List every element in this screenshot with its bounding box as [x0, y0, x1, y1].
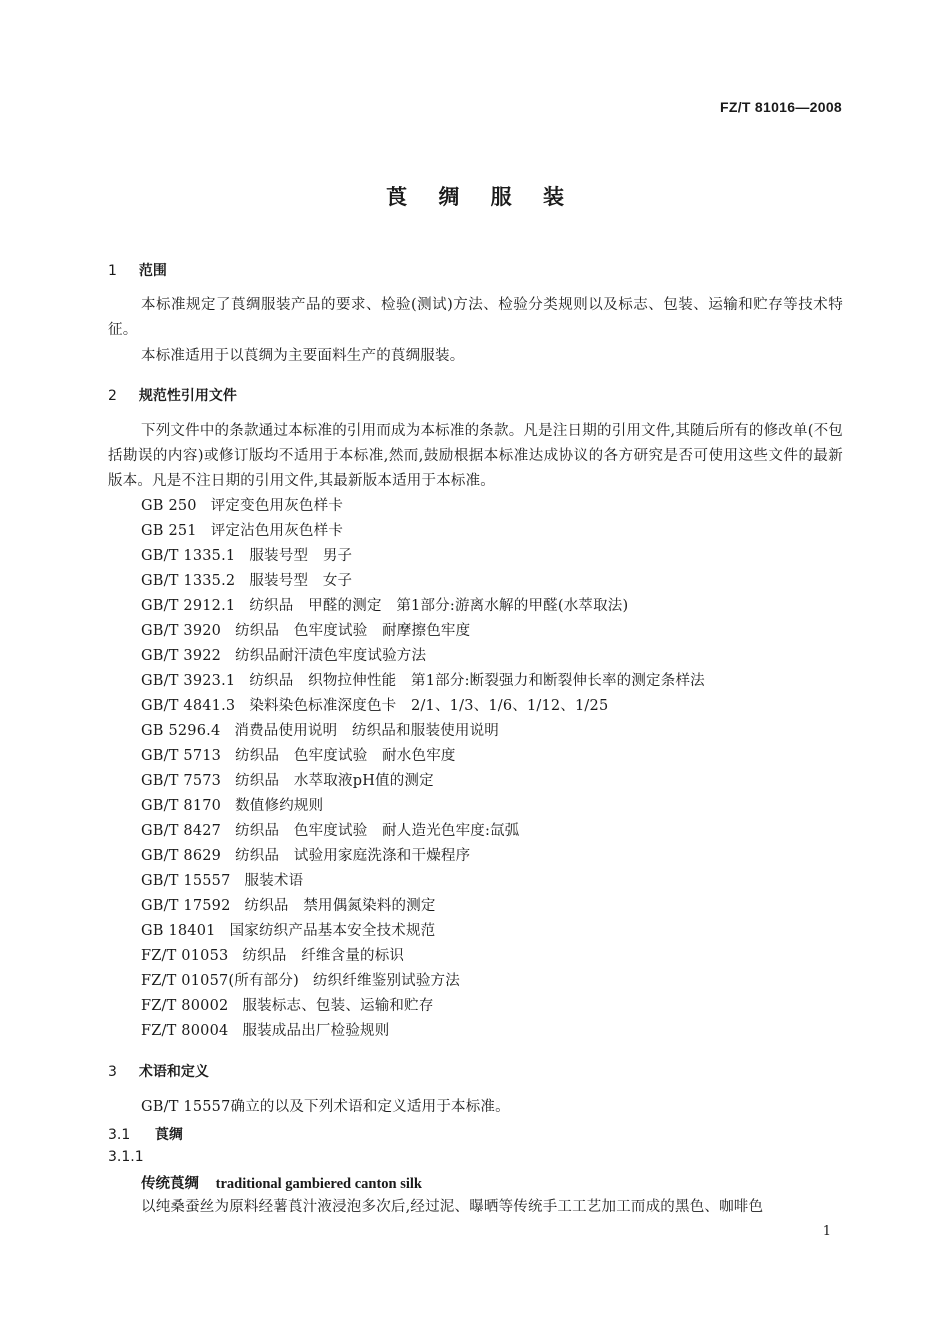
reference-item [141, 744, 705, 769]
reference-title: 纺织品 试验用家庭洗涤和干燥程序 [235, 848, 471, 864]
page-number: 1 [822, 1224, 831, 1239]
reference-title: 国家纺织产品基本安全技术规范 [229, 923, 436, 939]
reference-item [141, 794, 705, 819]
reference-item [141, 544, 705, 569]
scope-paragraph-2: 本标准适用于以莨绸为主要面料生产的莨绸服装。 [141, 348, 465, 364]
scope-paragraph-1: 本标准规定了莨绸服装产品的要求、检验(测试)方法、检验分类规则以及标志、包装、运输和贮存等技术特征。 [108, 297, 843, 338]
reference-code: GB/T 17592 [141, 898, 231, 914]
reference-item [141, 719, 705, 744]
reference-code: GB/T 7573 [141, 773, 222, 789]
references-intro: 下列文件中的条款通过本标准的引用而成为本标准的条款。凡是注日期的引用文件,其随后所有的修改单(不包括勘误的内容)或修订版均不适用于本标准,然而,鼓励根据本标准达成协议的各方研究是否可使用这些文件的最新版本。凡是不注日期的引用文件,其最新版本适用于本标准。 [108, 423, 843, 489]
term-name [141, 1172, 422, 1193]
reference-code: GB/T 15557 [141, 873, 231, 889]
reference-item [141, 819, 705, 844]
subsection-number: 3.1 [108, 1127, 131, 1143]
section-number: 2 [108, 388, 117, 404]
reference-title: 服装成品出厂检验规则 [242, 1023, 390, 1039]
reference-code: FZ/T 80004 [141, 1023, 229, 1039]
reference-item [141, 944, 705, 969]
reference-title: 纺织品 色牢度试验 耐摩擦色牢度 [235, 623, 471, 639]
reference-title: 纺织品 甲醛的测定 第1部分:游离水解的甲醛(水萃取法) [249, 598, 629, 614]
section-number: 3 [108, 1064, 117, 1080]
reference-list [141, 494, 705, 1044]
reference-title: 纺织品耐汗渍色牢度试验方法 [235, 648, 427, 664]
reference-code: GB/T 8170 [141, 798, 222, 814]
terms-intro: GB/T 15557确立的以及下列术语和定义适用于本标准。 [141, 1099, 510, 1115]
reference-item [141, 669, 705, 694]
section-title: 范围 [138, 263, 167, 279]
reference-item [141, 519, 705, 544]
reference-item [141, 844, 705, 869]
reference-item [141, 619, 705, 644]
section-title: 术语和定义 [138, 1064, 209, 1080]
reference-title: 染料染色标准深度色卡 2/1、1/3、1/6、1/12、1/25 [249, 698, 609, 714]
document-title: 莨 绸 服 装 [386, 185, 576, 209]
reference-title: 服装标志、包装、运输和贮存 [242, 998, 434, 1014]
reference-item [141, 494, 705, 519]
reference-title: 消费品使用说明 纺织品和服装使用说明 [234, 723, 499, 739]
reference-code: GB/T 8427 [141, 823, 222, 839]
section-2-heading [108, 385, 237, 405]
reference-title: 评定变色用灰色样卡 [210, 498, 344, 514]
reference-code: FZ/T 01053 [141, 948, 229, 964]
reference-item [141, 1019, 705, 1044]
reference-title: 纺织品 水萃取液pH值的测定 [235, 773, 434, 789]
reference-code: GB/T 3922 [141, 648, 222, 664]
term-english: traditional gambiered canton silk [215, 1176, 422, 1192]
reference-title: 服装术语 [244, 873, 304, 889]
reference-item [141, 994, 705, 1019]
reference-code: GB 250 [141, 498, 197, 514]
section-3-heading [108, 1061, 209, 1081]
reference-code: GB 251 [141, 523, 197, 539]
reference-title: 纺织品 纤维含量的标识 [242, 948, 405, 964]
reference-item [141, 569, 705, 594]
reference-title: 纺织品 禁用偶氮染料的测定 [244, 898, 436, 914]
section-title: 规范性引用文件 [138, 388, 237, 404]
reference-title: 纺织品 色牢度试验 耐水色牢度 [235, 748, 456, 764]
reference-code: GB/T 2912.1 [141, 598, 236, 614]
section-number: 1 [108, 263, 117, 279]
reference-item [141, 894, 705, 919]
reference-title: 评定沾色用灰色样卡 [210, 523, 344, 539]
reference-item [141, 919, 705, 944]
reference-code: FZ/T 01057(所有部分) [141, 973, 299, 989]
reference-title: 纺织纤维鉴别试验方法 [312, 973, 460, 989]
reference-code: GB/T 5713 [141, 748, 222, 764]
term-chinese: 传统莨绸 [141, 1176, 199, 1192]
term-definition: 以纯桑蚕丝为原料经薯莨汁液浸泡多次后,经过泥、曝晒等传统手工工艺加工而成的黑色、咖啡色 [141, 1199, 764, 1215]
reference-item [141, 869, 705, 894]
reference-item [141, 644, 705, 669]
reference-title: 服装号型 女子 [249, 573, 353, 589]
reference-code: GB/T 3923.1 [141, 673, 236, 689]
reference-code: GB 5296.4 [141, 723, 221, 739]
reference-code: GB/T 1335.1 [141, 548, 236, 564]
reference-code: GB/T 1335.2 [141, 573, 236, 589]
reference-code: GB/T 3920 [141, 623, 222, 639]
subsection-number: 3.1.1 [108, 1149, 144, 1165]
section-1-heading [108, 260, 167, 280]
subsection-3-1-1-heading [108, 1149, 144, 1165]
reference-item [141, 694, 705, 719]
reference-title: 数值修约规则 [235, 798, 324, 814]
subsection-3-1-heading [108, 1124, 183, 1144]
reference-title: 服装号型 男子 [249, 548, 353, 564]
reference-title: 纺织品 织物拉伸性能 第1部分:断裂强力和断裂伸长率的测定条样法 [249, 673, 705, 689]
reference-code: FZ/T 80002 [141, 998, 229, 1014]
reference-code: GB/T 8629 [141, 848, 222, 864]
reference-item [141, 969, 705, 994]
reference-code: GB/T 4841.3 [141, 698, 236, 714]
subsection-title: 莨绸 [154, 1127, 183, 1143]
reference-title: 纺织品 色牢度试验 耐人造光色牢度:氙弧 [235, 823, 520, 839]
reference-code: GB 18401 [141, 923, 216, 939]
standard-code: FZ/T 81016—2008 [719, 99, 842, 115]
reference-item [141, 594, 705, 619]
reference-item [141, 769, 705, 794]
